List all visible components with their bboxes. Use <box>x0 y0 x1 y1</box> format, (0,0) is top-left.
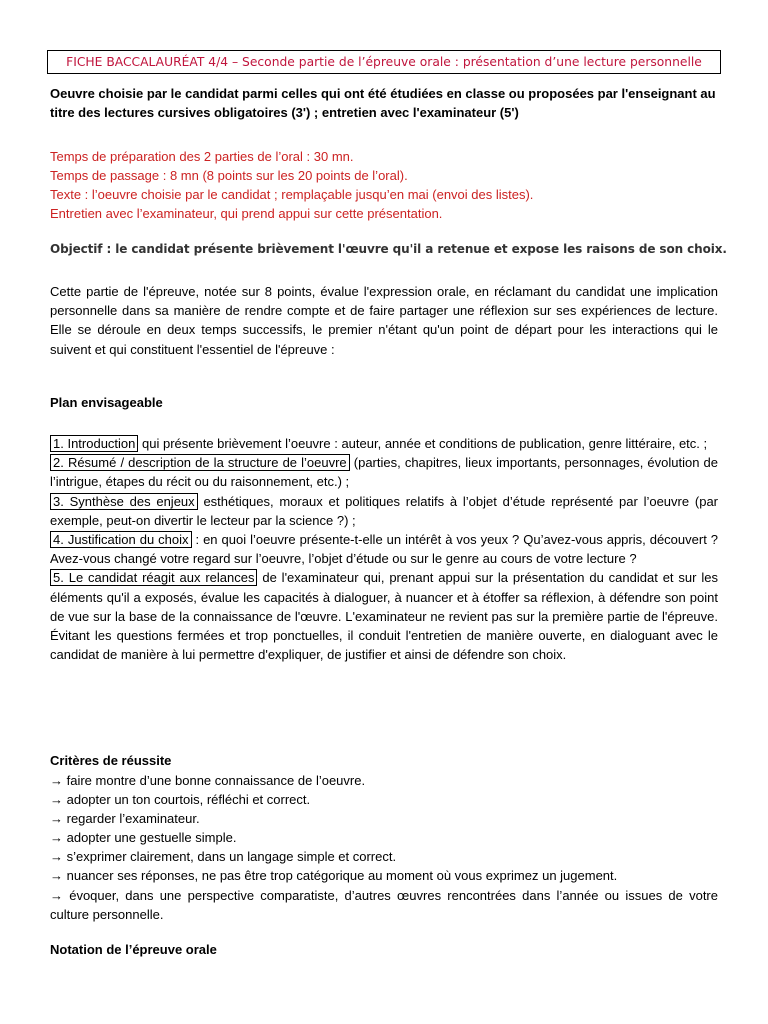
plan-item-label: 1. Introduction <box>50 435 138 452</box>
notation-heading: Notation de l’épreuve orale <box>50 942 217 957</box>
modality-line: Texte : l’oeuvre choisie par le candidat ; remplaçable jusqu’en mai (envoi des listes). <box>50 187 534 202</box>
modality-line: Entretien avec l’examinateur, qui prend appui sur cette présentation. <box>50 206 443 221</box>
plan-item-text: : en quoi l’oeuvre présente-t-elle un intérêt à vos yeux ? Qu’avez-vous appris, découvert ? Avez-vous changé votre regard sur l’oeuvre, l’objet d’étude ou sur le genre au cours de votre lecture ? <box>50 532 719 567</box>
plan-item <box>50 568 718 664</box>
plan-item <box>50 453 718 491</box>
modality-line: Temps de passage : 8 mn (8 points sur les 20 points de l’oral). <box>50 168 408 183</box>
plan-item-label: 2. Résumé / description de la structure de l’oeuvre <box>50 454 350 471</box>
plan-item-label: 3. Synthèse des enjeux <box>50 493 198 510</box>
modalities-list <box>50 147 720 223</box>
plan-item-text: qui présente brièvement l’oeuvre : auteur, année et conditions de publication, genre littéraire, etc. ; <box>138 436 708 451</box>
plan-heading: Plan envisageable <box>50 395 163 410</box>
plan-item <box>50 434 718 453</box>
plan-item-label: 4. Justification du choix <box>50 531 192 548</box>
critere-item: → évoquer, dans une perspective comparatiste, d’autres œuvres rencontrées dans l’année ou issues de votre culture personnelle. <box>50 887 718 922</box>
plan-item-text: esthétiques, moraux et politiques relatifs à l’objet d’étude représenté par l’oeuvre (par exemple, peut-on divertir le lecteur par la science ?) ; <box>50 493 719 528</box>
objectif-text: Objectif : le candidat présente brièvement l'œuvre qu'il a retenue et expose les raisons de son choix. <box>50 242 727 256</box>
critere-item: → s’exprimer clairement, dans un langage simple et correct. <box>50 849 397 865</box>
page-title: FICHE BACCALAURÉAT 4/4 – Seconde partie de l’épreuve orale : présentation d’une lecture personnelle <box>47 50 721 74</box>
critere-item: → adopter une gestuelle simple. <box>50 830 237 846</box>
critere-item: → faire montre d’une bonne connaissance de l’oeuvre. <box>50 773 366 788</box>
critere-item: → nuancer ses réponses, ne pas être trop catégorique au moment où vous exprimez un jugement. <box>50 868 618 884</box>
plan-item-label: 5. Le candidat réagit aux relances <box>50 569 257 586</box>
modality-line: Temps de préparation des 2 parties de l’oral : 30 mn. <box>50 149 354 164</box>
critere-item: → adopter un ton courtois, réfléchi et correct. <box>50 792 311 808</box>
plan-item <box>50 530 718 568</box>
plan-item-text: (parties, chapitres, lieux importants, personnages, évolution de l’intrigue, étapes du récit ou du raisonnement, etc.) ; <box>50 455 719 490</box>
plan-item-text: de l'examinateur qui, prenant appui sur la présentation du candidat et sur les éléments qu'il a exposés, évalue les capacités à dialoguer, à nuancer et à étoffer sa réflexion, à défendre son point de vue sur la base de la connaissance de l'œuvre. L'examinateur ne revient pas sur la première partie de l'épreuve. Évitant les questions fermées et trop ponctuelles, il conduit l'entretien de manière ouverte, en dialoguant avec le candidat de manière à lui permettre d'expliquer, de justifier et ainsi de défendre son choix. <box>50 570 718 663</box>
plan-item <box>50 492 718 530</box>
critere-item: → regarder l’examinateur. <box>50 811 200 827</box>
plan-list <box>50 434 718 664</box>
description-paragraph: Cette partie de l'épreuve, notée sur 8 points, évalue l'expression orale, en réclamant du candidat une implication personnelle dans sa manière de rendre compte et de faire partager une réflexion sur ses expériences de lecture. Elle se déroule en deux temps successifs, le premier n'étant qu'un point de départ pour les interactions qui le suivent et qui constituent l'essentiel de l'épreuve : <box>50 284 718 357</box>
criteres-heading: Critères de réussite <box>50 753 172 768</box>
intro-text: Oeuvre choisie par le candidat parmi celles qui ont été étudiées en classe ou proposées par l'enseignant au titre des lectures cursives obligatoires (3') ; entretien avec l'examinateur (5') <box>50 86 716 120</box>
criteres-list <box>50 771 718 924</box>
